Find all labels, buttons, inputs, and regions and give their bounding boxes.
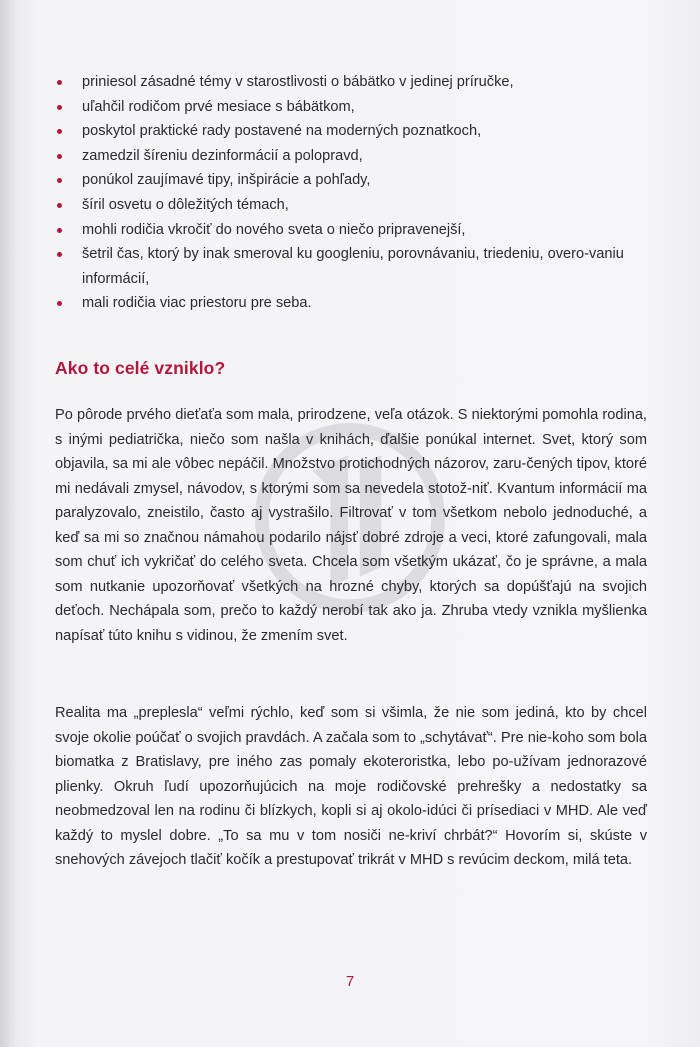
bullet-dot-icon [57,80,62,85]
list-item: poskytol praktické rady postavené na moderných poznatkoch, [55,119,655,144]
list-item: ponúkol zaujímavé tipy, inšpirácie a pohľady, [55,168,655,193]
page-number: 7 [345,973,355,990]
paragraph: Po pôrode prvého dieťaťa som mala, prirodzene, veľa otázok. S niektorými pomohla rodina, s inými pediatrička, niečo som našla v knihách, ďalšie ponúkal internet. Svet, ktorý som objavila, sa mi ale vôbec nepáčil. Množstvo protichodných názorov, zaru-čených tipov, ktoré mi nedávali zmysel, návodov, s ktorými som sa nevedela stotož-niť. Kvantum informácií ma paralyzovalo, zneistilo, často aj vystrašilo. Filtrovať v tom všetkom nebolo jednoduché, a keď sa mi so značnou námahou podarilo nájsť dobré zdroje a veci, ktoré zafungovali, mala som chuť ich vykričať do celého sveta. Chcela som všetkým ukázať, čo je správne, a mala som nutkanie upozorňovať všetkých na hrozné chyby, ktorých sa dopúšťajú na svojich deťoch. Nechápala som, prečo to každý nerobí tak ako ja. Zhruba vtedy vznikla myšlienka napísať túto knihu s vidinou, že zmením svet. [55,407,647,644]
bullet-list [55,70,655,316]
bullet-dot-icon [57,203,62,208]
bullet-dot-icon [57,105,62,110]
bullet-dot-icon [57,252,62,257]
list-item: šetril čas, ktorý by inak smeroval ku googleniu, porovnávaniu, triedeniu, overo-vaniu informácií, [55,242,655,291]
bullet-dot-icon [57,178,62,183]
list-item: mali rodičia viac priestoru pre seba. [55,291,655,316]
list-item: priniesol zásadné témy v starostlivosti o bábätko v jedinej príručke, [55,70,655,95]
bullet-dot-icon [57,301,62,306]
section-heading: Ako to celé vzniklo? [55,358,226,378]
bullet-dot-icon [57,129,62,134]
list-item: zamedzil šíreniu dezinformácií a polopravd, [55,144,655,169]
list-item: mohli rodičia vkročiť do nového sveta o niečo pripravenejší, [55,218,655,243]
bullet-dot-icon [57,228,62,233]
paragraph: Realita ma „preplesla“ veľmi rýchlo, keď som si všimla, že nie som jediná, kto by chcel svoje okolie poúčať o svojich pravdách. A začala som to „schytávať“. Pre nie-koho som bola biomatka z Bratislavy, pre iného zas pomaly ekoteroristka, lebo po-užívam jednorazové plienky. Okruh ľudí upozorňujúcich na moje rodičovské prehrešky a nedostatky sa neobmedzoval len na rodinu či blízkych, kopli si aj okolo-idúci či prísediaci v MHD. Ale veď každý to myslel dobre. „To sa mu v tom nosiči ne-kriví chrbát?“ Hovorím si, skúste v snehových závejoch tlačiť kočík a prestupovať trikrát v MHD s revúcim deckom, milá teta. [55,705,647,868]
list-item: uľahčil rodičom prvé mesiace s bábätkom, [55,95,655,120]
list-item: šíril osvetu o dôležitých témach, [55,193,655,218]
bullet-dot-icon [57,154,62,159]
